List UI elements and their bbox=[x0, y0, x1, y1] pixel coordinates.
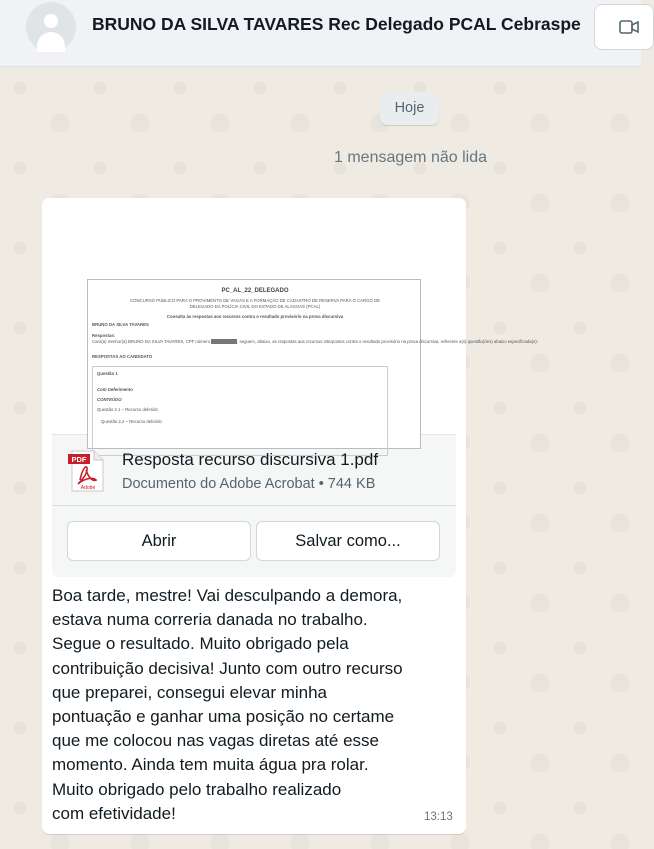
file-info-row[interactable] bbox=[52, 434, 456, 504]
pdf-preview-page bbox=[87, 279, 538, 449]
video-call-button[interactable] bbox=[594, 4, 654, 50]
file-meta: Documento do Adobe Acrobat • 744 KB bbox=[122, 476, 376, 492]
document-attachment[interactable] bbox=[52, 209, 538, 577]
doc-title: PC_AL_22_DELEGADO bbox=[221, 288, 289, 294]
message-line: contribuição decisiva! Junto com outro recurso bbox=[52, 658, 403, 678]
message-line: pontuação e ganhar uma posição no certame bbox=[52, 707, 395, 727]
message-line: Boa tarde, mestre! Vai desculpando a demora, bbox=[52, 586, 403, 605]
message-text bbox=[52, 584, 452, 826]
message-line: Segue o resultado. Muito obrigado pela bbox=[52, 634, 349, 654]
avatar[interactable] bbox=[26, 2, 76, 52]
open-button[interactable]: Abrir bbox=[67, 521, 251, 561]
doc-body-prefix: Caro(a) Senhor(a) BRUNO DA SILVA TAVARES, CPF número bbox=[92, 339, 210, 344]
save-as-button[interactable]: Salvar como... bbox=[256, 521, 440, 561]
doc-respostas: Respostas: bbox=[92, 333, 116, 338]
doc-subtitle: Consulta às respostas aos recursos contra o resultado provisório na prova discursiva bbox=[166, 314, 344, 319]
doc-body-suffix: , seguem, abaixo, as respostas aos recursos interpostos contra o resultado provisório na prova discursiva, referente a(s) questão(ões) abaixo especificada(s): bbox=[237, 339, 538, 344]
day-chip: Hoje bbox=[380, 92, 439, 125]
message-timestamp: 13:13 bbox=[424, 811, 453, 823]
redaction-bar bbox=[211, 339, 237, 344]
doc-candidate: BRUNO DA SILVA TAVARES bbox=[92, 322, 149, 327]
pdf-icon-brand: Adobe bbox=[80, 485, 96, 491]
doc-section: RESPOSTAS AO CANDIDATO bbox=[92, 354, 153, 359]
message-line: que preparei, consegui elevar minha bbox=[52, 682, 328, 702]
doc-body-line bbox=[92, 339, 538, 344]
doc-status: Com Deferimento bbox=[97, 387, 133, 392]
divider bbox=[52, 505, 456, 506]
adobe-pdf-icon bbox=[68, 450, 106, 492]
doc-item-1: Questão 2.1 – Recurso deferido bbox=[97, 407, 158, 412]
chat-title[interactable]: BRUNO DA SILVA TAVARES Rec Delegado PCAL Cebraspe bbox=[92, 14, 581, 34]
doc-heading-1: CONCURSO PÚBLICO PARA O PROVIMENTO DE VAGAS E A FORMAÇÃO DE CADASTRO DE RESERVA PARA O CARGO DE bbox=[130, 298, 380, 303]
pdf-icon-label: PDF bbox=[71, 455, 87, 464]
unread-divider: 1 mensagem não lida bbox=[334, 149, 487, 166]
doc-heading-2: DELEGADO DA POLÍCIA CIVIL DO ESTADO DE ALAGOAS (PCAL) bbox=[189, 304, 321, 309]
pdf-preview[interactable] bbox=[52, 209, 538, 435]
message-line: estava numa correria danada no trabalho. bbox=[52, 610, 368, 630]
video-camera-icon bbox=[619, 19, 639, 35]
message-line: Muito obrigado pelo trabalho realizado bbox=[52, 779, 342, 799]
avatar-body-shape bbox=[37, 32, 65, 52]
doc-question: Questão 1 bbox=[97, 371, 118, 376]
message-line: com efetividade! bbox=[52, 803, 176, 823]
doc-item-2: Questão 2.2 – Recurso deferido bbox=[101, 419, 162, 424]
message-line: momento. Ainda tem muita água pra rolar. bbox=[52, 755, 369, 775]
file-name: Resposta recurso discursiva 1.pdf bbox=[122, 450, 379, 469]
message-line: que me colocou nas vagas diretas até esse bbox=[52, 731, 379, 751]
avatar-head-shape bbox=[44, 14, 58, 28]
chat-header bbox=[0, 0, 641, 67]
doc-content: CONTEÚDO bbox=[97, 397, 122, 402]
